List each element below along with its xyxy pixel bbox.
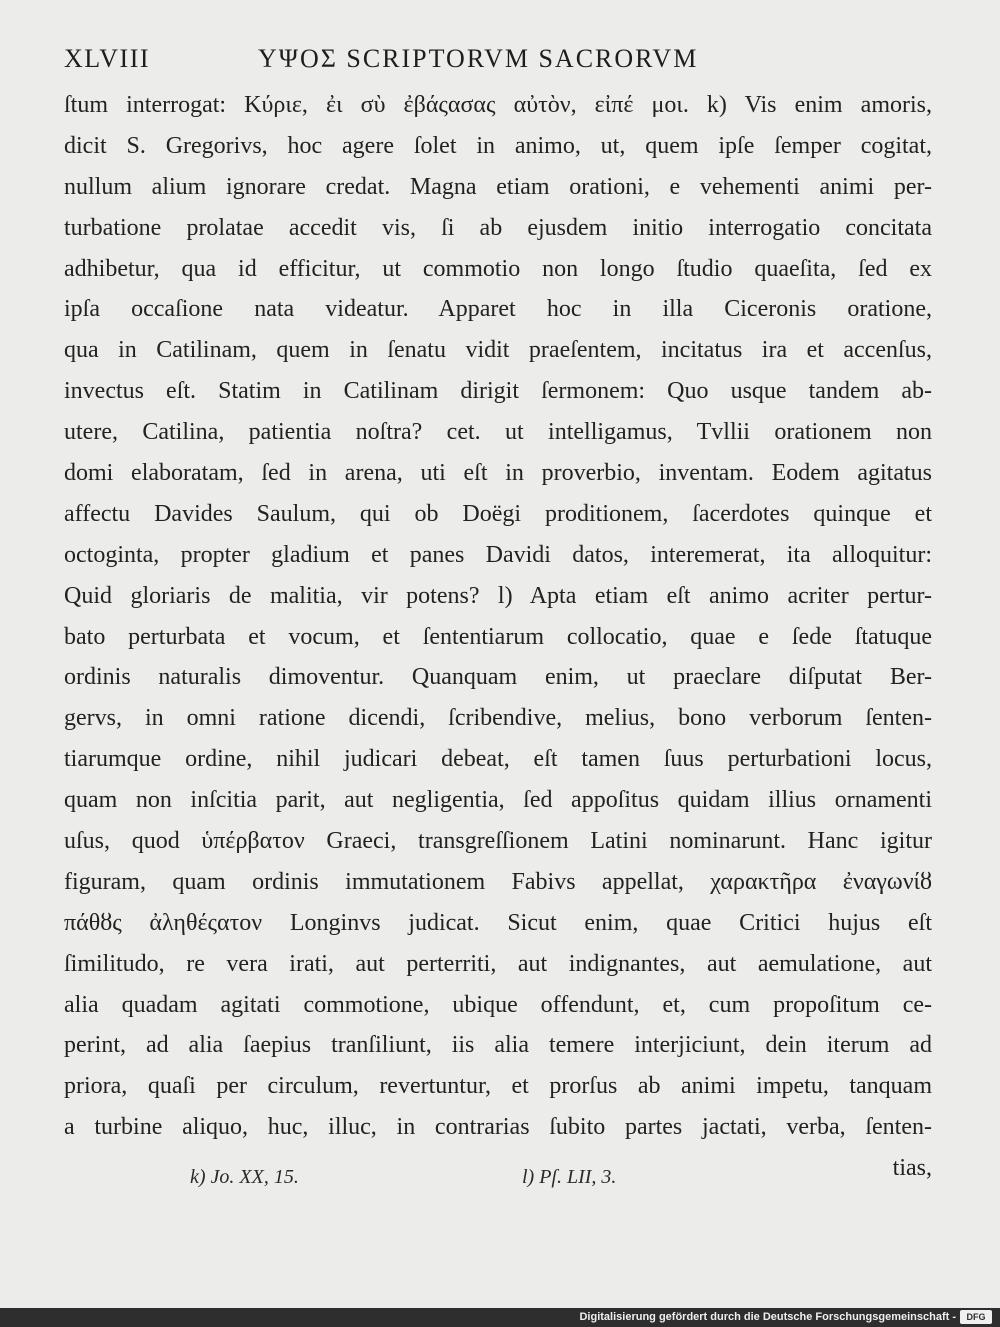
text-line: ipſa occaſione nata videatur. Apparet hoc in illa Ciceronis oratione, <box>64 296 932 323</box>
text-line: priora, quaſi per circulum, revertuntur, et prorſus ab animi impetu, tanquam <box>64 1073 932 1100</box>
text-line: ſimilitudo, re vera irati, aut perterriti, aut indignantes, aut aemulatione, aut <box>64 950 932 977</box>
text-line: uſus, quod ὑπέρβατον Graeci, transgreſſionem Latini nominarunt. Hanc igitur <box>64 828 932 855</box>
text-line: gervs, in omni ratione dicendi, ſcribendive, melius, bono verborum ſenten- <box>64 705 932 732</box>
running-title: ΥΨΟΣ SCRIPTORVM SACRORVM <box>258 44 699 73</box>
funding-notice: Digitalisierung gefördert durch die Deutsche Forschungsgemeinschaft - <box>579 1311 956 1323</box>
text-line: alia quadam agitati commotione, ubique offendunt, et, cum propoſitum ce- <box>64 991 932 1018</box>
text-line: adhibetur, qua id efficitur, ut commotio non longo ſtudio quaeſita, ſed ex <box>64 255 932 282</box>
text-line: qua in Catilinam, quem in ſenatu vidit praeſentem, incitatus ira et accenſus, <box>64 337 932 364</box>
text-line: affectu Davides Saulum, qui ob Doëgi proditionem, ſacerdotes quinque et <box>64 500 932 527</box>
catchword: tias, <box>892 1155 932 1182</box>
text-line: perint, ad alia ſaepius tranſiliunt, iis alia temere interjiciunt, dein iterum ad <box>64 1032 932 1059</box>
text-line: quam non inſcitia parit, aut negligentia, ſed appoſitus quidam illius ornamenti <box>64 787 932 814</box>
text-line: ſtum interrogat: Κύριε, ἐι σὺ ἐβάςασας αὐτὸν, εἰπέ μοι. k) Vis enim amoris, <box>64 92 932 118</box>
text-line: bato perturbata et vocum, et ſententiarum collocatio, quae e ſede ſtatuque <box>64 623 932 650</box>
text-line: tiarumque ordine, nihil judicari debeat, eſt tamen ſuus perturbationi locus, <box>64 746 932 773</box>
footnotes <box>190 1166 890 1196</box>
body-text <box>64 85 932 1189</box>
text-line: domi elaboratam, ſed in arena, uti eſt in proverbio, inventam. Eodem agitatus <box>64 460 932 487</box>
text-line: figuram, quam ordinis immutationem Fabivs appellat, χαρακτῆρα ἐναγωνίȣ <box>64 868 932 895</box>
text-line: octoginta, propter gladium et panes Davidi datos, interemerat, ita alloquitur: <box>64 541 932 568</box>
text-line: utere, Catilina, patientia noſtra? cet. ut intelligamus, Tvllii orationem non <box>64 419 932 446</box>
text-line: nullum alium ignorare credat. Magna etiam orationi, e vehementi animi per- <box>64 173 932 200</box>
text-line: turbatione prolatae accedit vis, ſi ab ejusdem initio interrogatio concitata <box>64 214 932 241</box>
dfg-logo-text: DFG <box>966 1312 986 1322</box>
running-head <box>64 44 944 80</box>
page-number: XLVIII <box>64 44 151 73</box>
dfg-logo-icon <box>960 1310 992 1324</box>
text-line: Quid gloriaris de malitia, vir potens? l) Apta etiam eſt animo acriter pertur- <box>64 582 932 609</box>
text-line: a turbine aliquo, huc, illuc, in contrarias ſubito partes jactati, verba, ſenten- <box>64 1114 932 1141</box>
footnote-l: l) Pſ. LII, 3. <box>522 1166 617 1188</box>
text-line: invectus eſt. Statim in Catilinam dirigit ſermonem: Quo usque tandem ab- <box>64 378 932 405</box>
text-line: ordinis naturalis dimoventur. Quanquam enim, ut praeclare diſputat Ber- <box>64 664 932 691</box>
text-line: πάθȣς ἀληθέςατον Longinvs judicat. Sicut enim, quae Critici hujus eſt <box>64 909 932 936</box>
text-line: dicit S. Gregorivs, hoc agere ſolet in animo, ut, quem ipſe ſemper cogitat, <box>64 132 932 159</box>
footnote-k: k) Jo. XX, 15. <box>190 1166 299 1188</box>
